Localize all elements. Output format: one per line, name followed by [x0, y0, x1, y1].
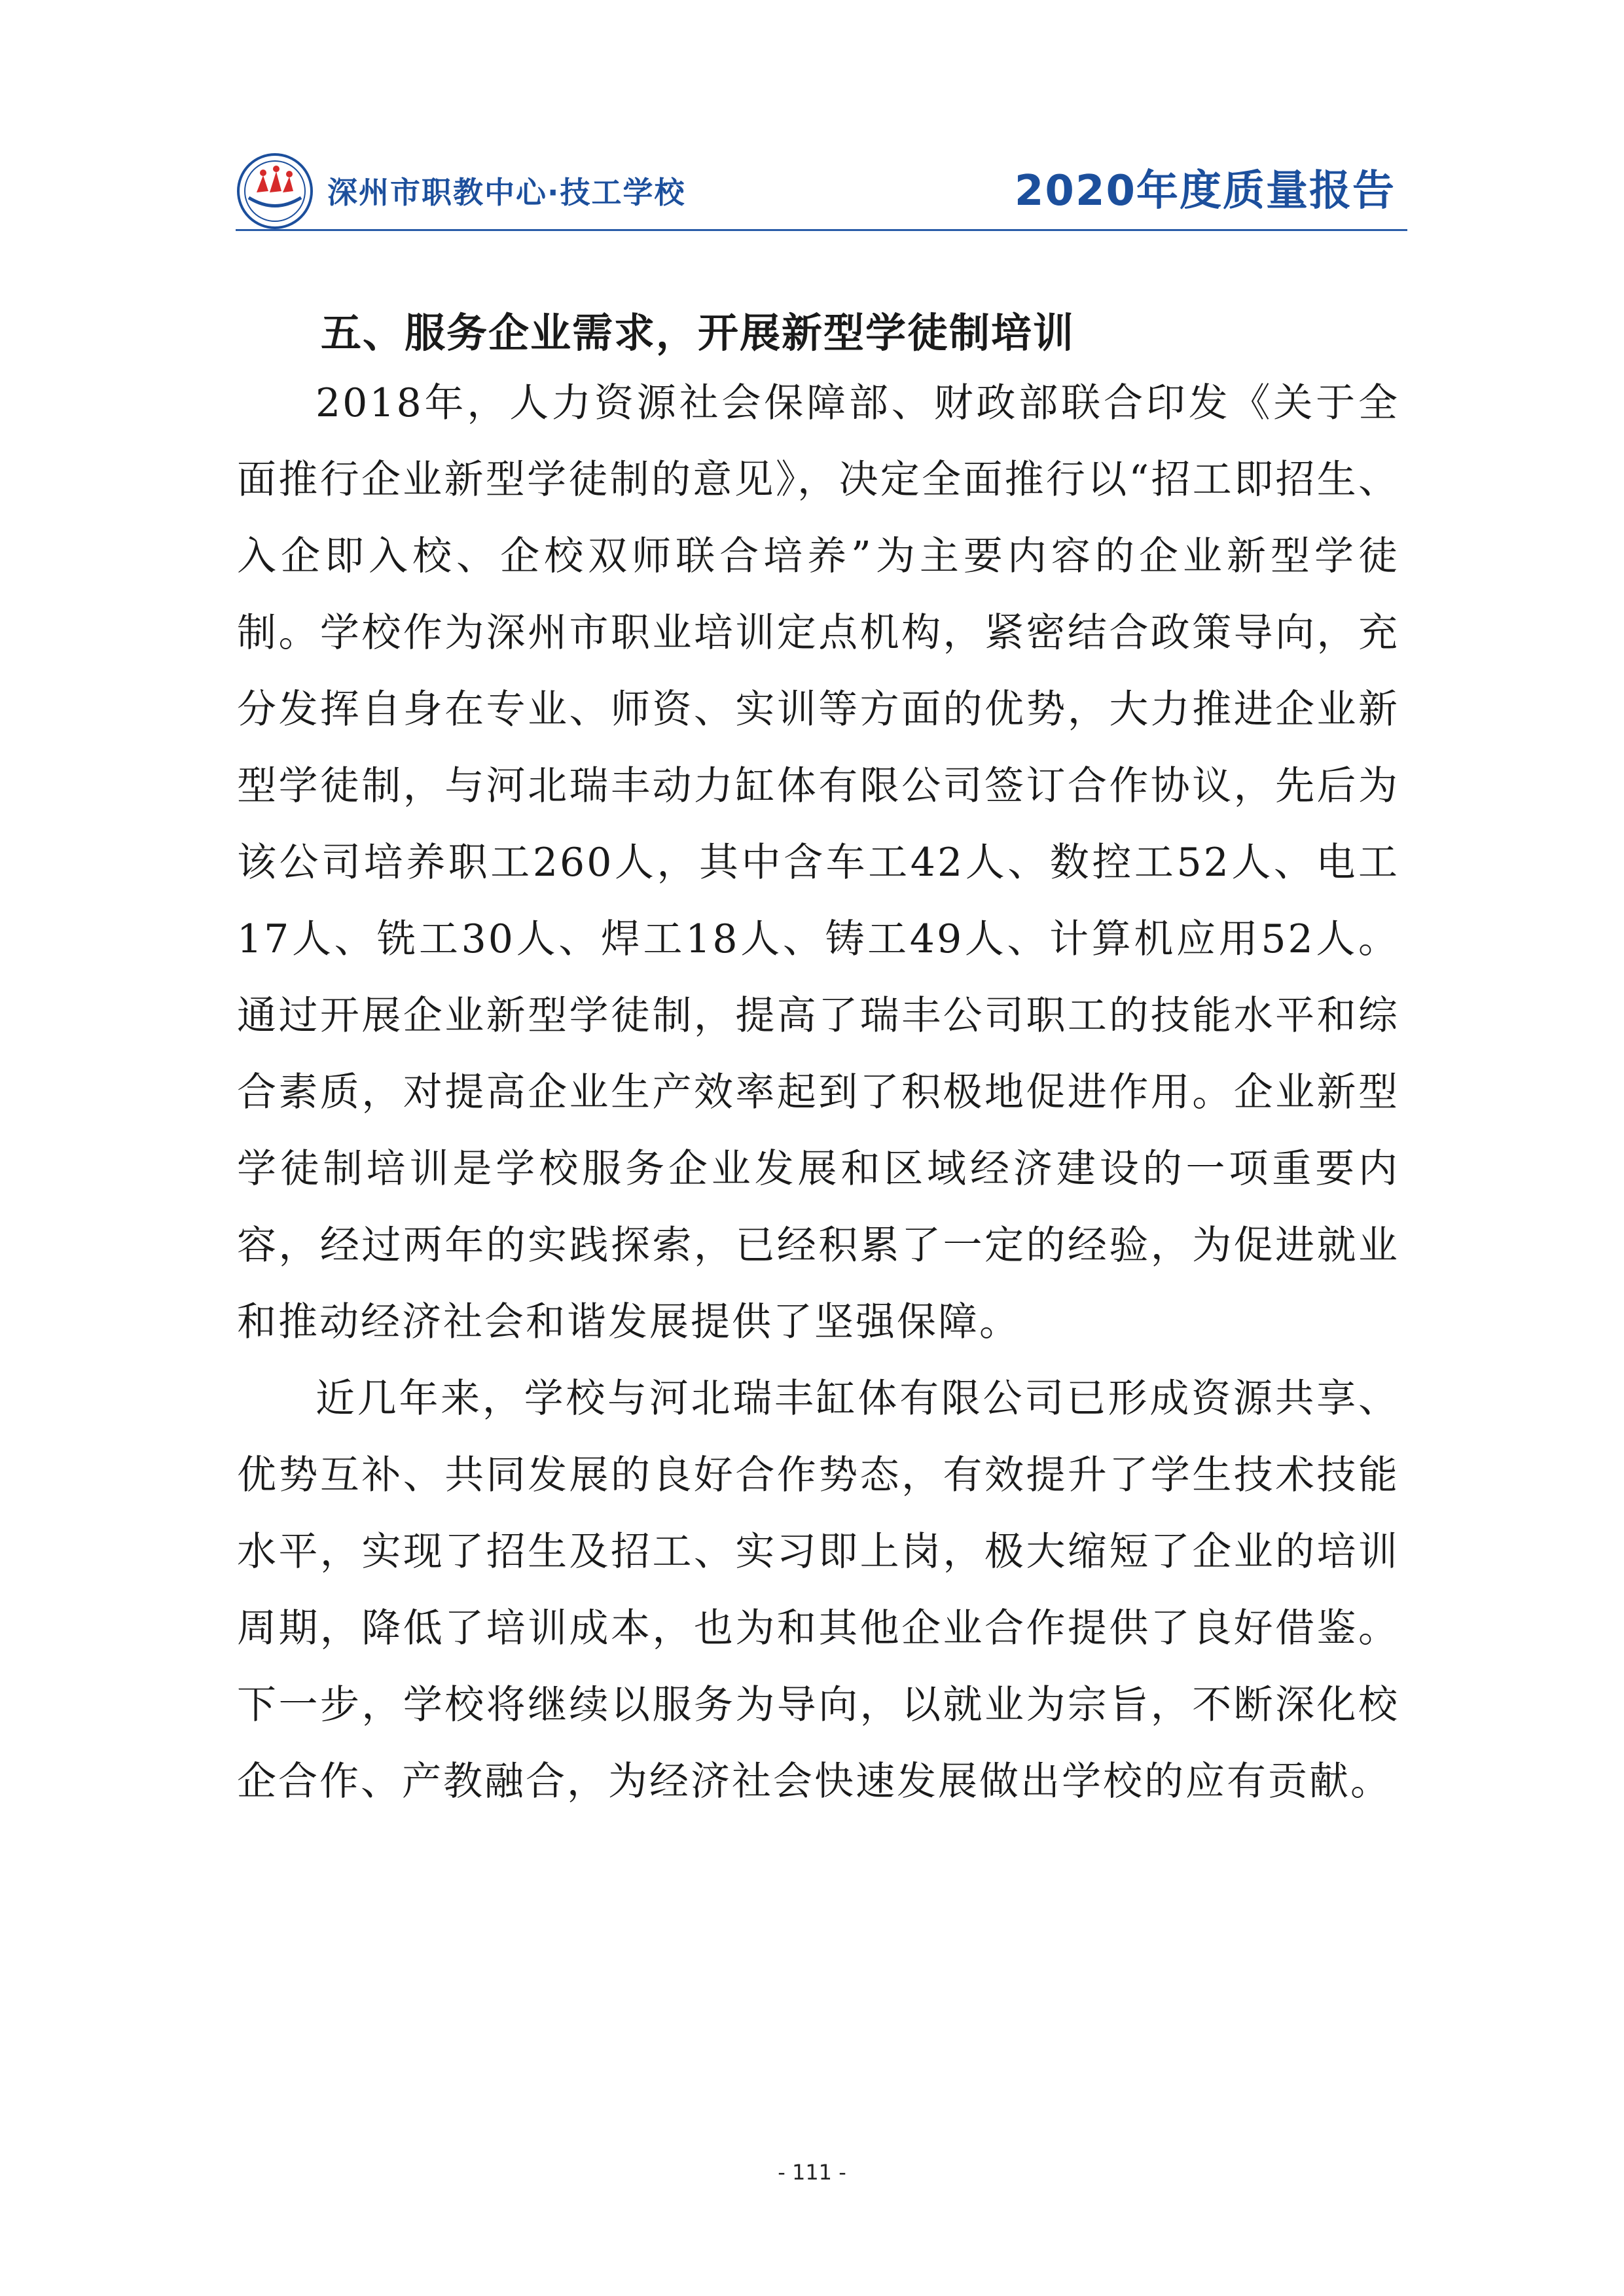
report-title: 2020年度质量报告: [1014, 167, 1396, 215]
school-logo-icon: [236, 152, 314, 230]
page-header: [236, 145, 1407, 229]
school-name: 深州市职教中心·技工学校: [327, 175, 686, 210]
paragraph: 近几年来，学校与河北瑞丰缸体有限公司已形成资源共享、优势互补、共同发展的良好合作势态，有效提升了学生技术技能水平，实现了招生及招工、实习即上岗，极大缩短了企业的培训周期，降低了培训成本，也为和其他企业合作提供了良好借鉴。下一步，学校将继续以服务为导向，以就业为宗旨，不断深化校企合作、产教融合，为经济社会快速发展做出学校的应有贡献。: [237, 1376, 1399, 1804]
header-divider: [236, 229, 1407, 231]
main-content: [237, 308, 1399, 1820]
paragraph: 2018年，人力资源社会保障部、财政部联合印发《关于全面推行企业新型学徒制的意见》，决定全面推行以“招工即招生、入企即入校、企校双师联合培养”为主要内容的企业新型学徒制。学校作为深州市职业培训定点机构，紧密结合政策导向，充分发挥自身在专业、师资、实训等方面的优势，大力推进企业新型学徒制，与河北瑞丰动力缸体有限公司签订合作协议，先后为该公司培养职工260人，其中含车工42人、数控工52人、电工17人、铣工30人、焊工18人、铸工49人、计算机应用52人。通过开展企业新型学徒制，提高了瑞丰公司职工的技能水平和综合素质，对提高企业生产效率起到了积极地促进作用。企业新型学徒制培训是学校服务企业发展和区域经济建设的一项重要内容，经过两年的实践探索，已经积累了一定的经验，为促进就业和推动经济社会和谐发展提供了坚强保障。: [237, 380, 1399, 1345]
page-number: - 111 -: [778, 2160, 846, 2185]
section-heading: 五、服务企业需求，开展新型学徒制培训: [321, 309, 1075, 357]
